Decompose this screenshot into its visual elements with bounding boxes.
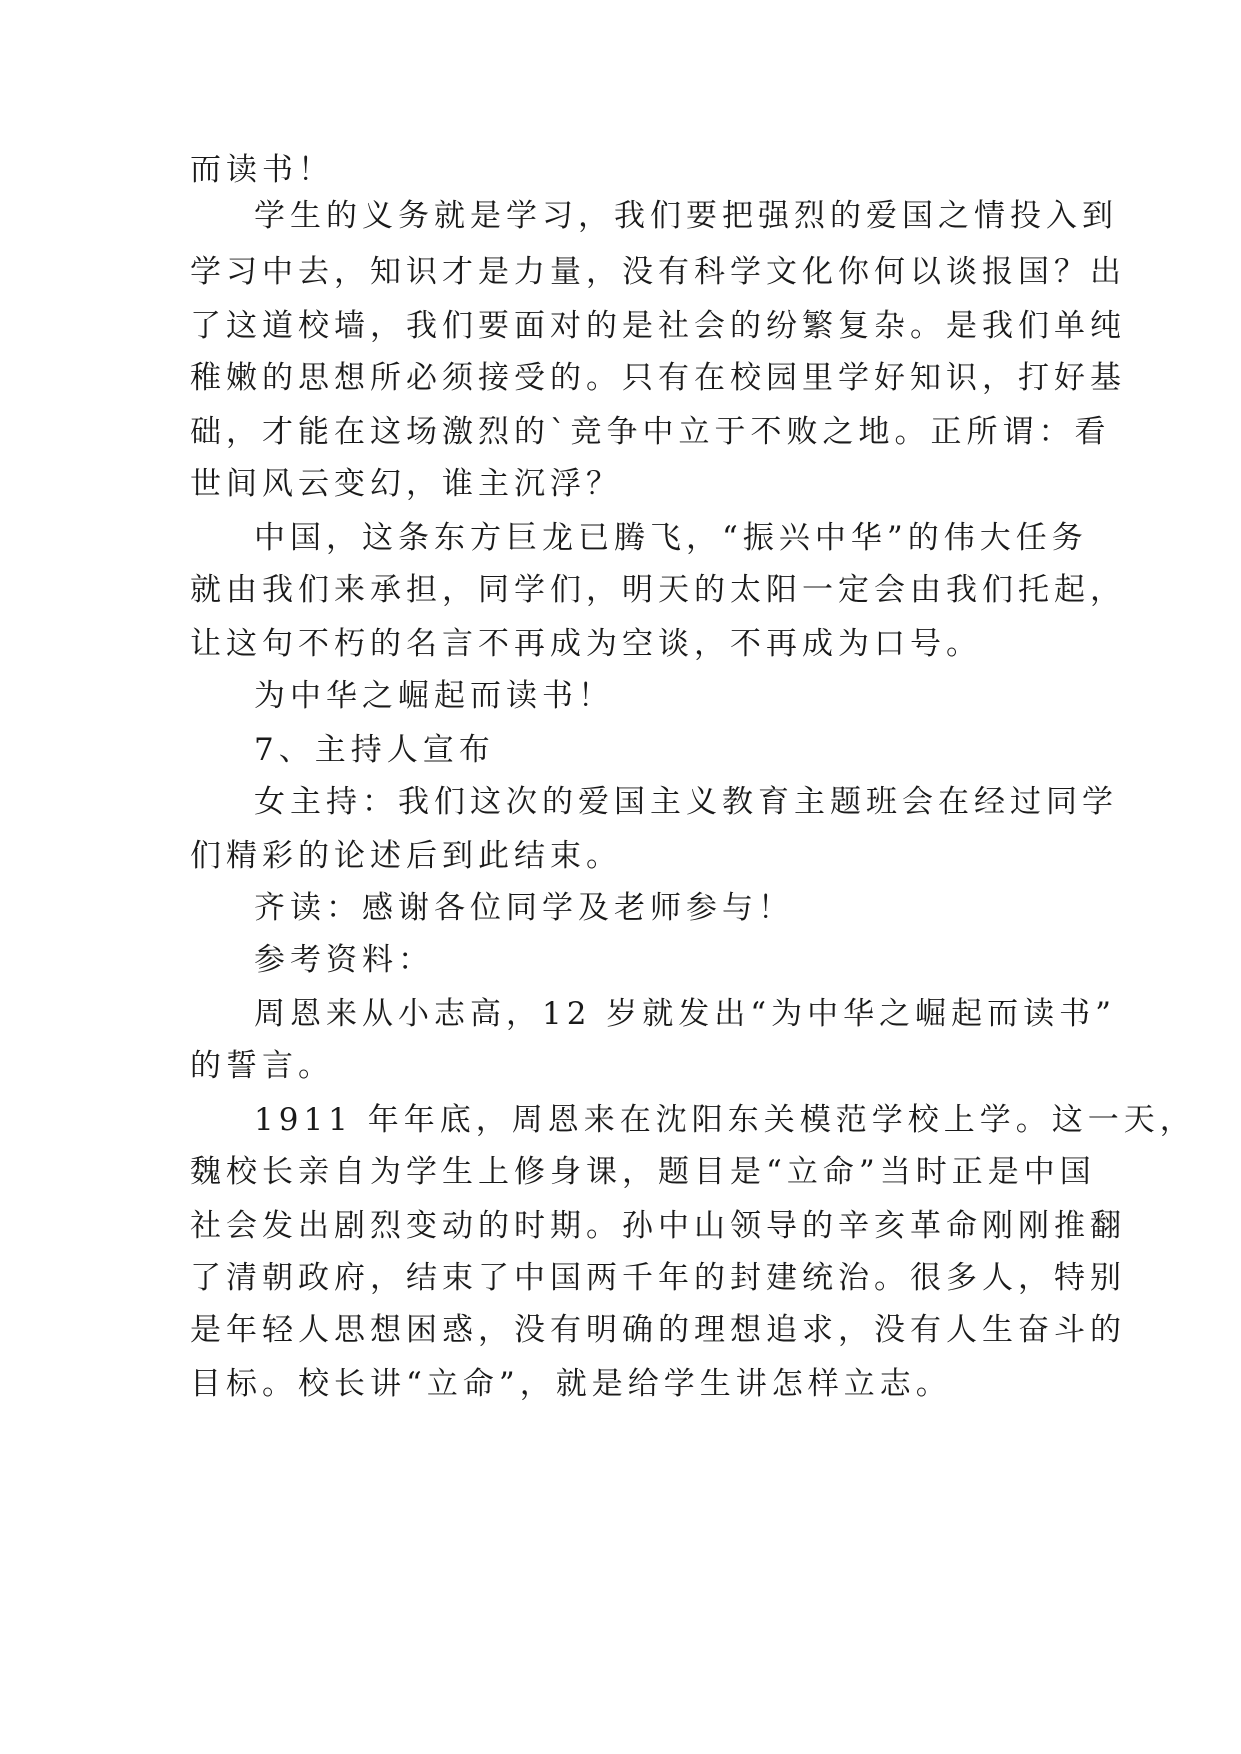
text-line: 而读书！ bbox=[190, 152, 334, 188]
text-line: 学习中去，知识才是力量，没有科学文化你何以谈报国？出 bbox=[190, 254, 1126, 290]
text-line: 稚嫩的思想所必须接受的。只有在校园里学好知识，打好基 bbox=[190, 360, 1126, 396]
text-line: 让这句不朽的名言不再成为空谈，不再成为口号。 bbox=[190, 626, 982, 662]
text-line: 了清朝政府，结束了中国两千年的封建统治。很多人，特别 bbox=[190, 1260, 1126, 1296]
text-line: 是年轻人思想困惑，没有明确的理想追求，没有人生奋斗的 bbox=[190, 1312, 1126, 1348]
text-line: 目标。校长讲“立命”，就是给学生讲怎样立志。 bbox=[190, 1366, 952, 1402]
paragraph-start-line: 为中华之崛起而读书！ bbox=[254, 678, 614, 714]
text-line: 们精彩的论述后到此结束。 bbox=[190, 838, 622, 874]
text-line: 了这道校墙，我们要面对的是社会的纷繁复杂。是我们单纯 bbox=[190, 308, 1126, 344]
references-heading: 参考资料： bbox=[254, 942, 434, 978]
text-line: 础，才能在这场激烈的`竞争中立于不败之地。正所谓：看 bbox=[190, 414, 1111, 450]
text-line: 社会发出剧烈变动的时期。孙中山领导的辛亥革命刚刚推翻 bbox=[190, 1208, 1126, 1244]
text-line: 就由我们来承担，同学们，明天的太阳一定会由我们托起， bbox=[190, 572, 1126, 608]
text-line: 的誓言。 bbox=[190, 1048, 334, 1084]
paragraph-start-line: 学生的义务就是学习，我们要把强烈的爱国之情投入到 bbox=[254, 198, 1118, 234]
paragraph-start-line: 女主持：我们这次的爱国主义教育主题班会在经过同学 bbox=[254, 784, 1118, 820]
text-line: 魏校长亲自为学生上修身课，题目是“立命”当时正是中国 bbox=[190, 1154, 1096, 1190]
paragraph-start-line: 1911 年年底，周恩来在沈阳东关模范学校上学。这一天， bbox=[254, 1102, 1196, 1138]
text-line: 世间风云变幻，谁主沉浮？ bbox=[190, 466, 622, 502]
paragraph-start-line: 齐读：感谢各位同学及老师参与！ bbox=[254, 890, 794, 926]
paragraph-start-line: 中国，这条东方巨龙已腾飞，“振兴中华”的伟大任务 bbox=[254, 520, 1088, 556]
paragraph-start-line: 周恩来从小志高，12 岁就发出“为中华之崛起而读书” bbox=[254, 996, 1116, 1032]
section-heading: 7、主持人宣布 bbox=[254, 732, 495, 768]
